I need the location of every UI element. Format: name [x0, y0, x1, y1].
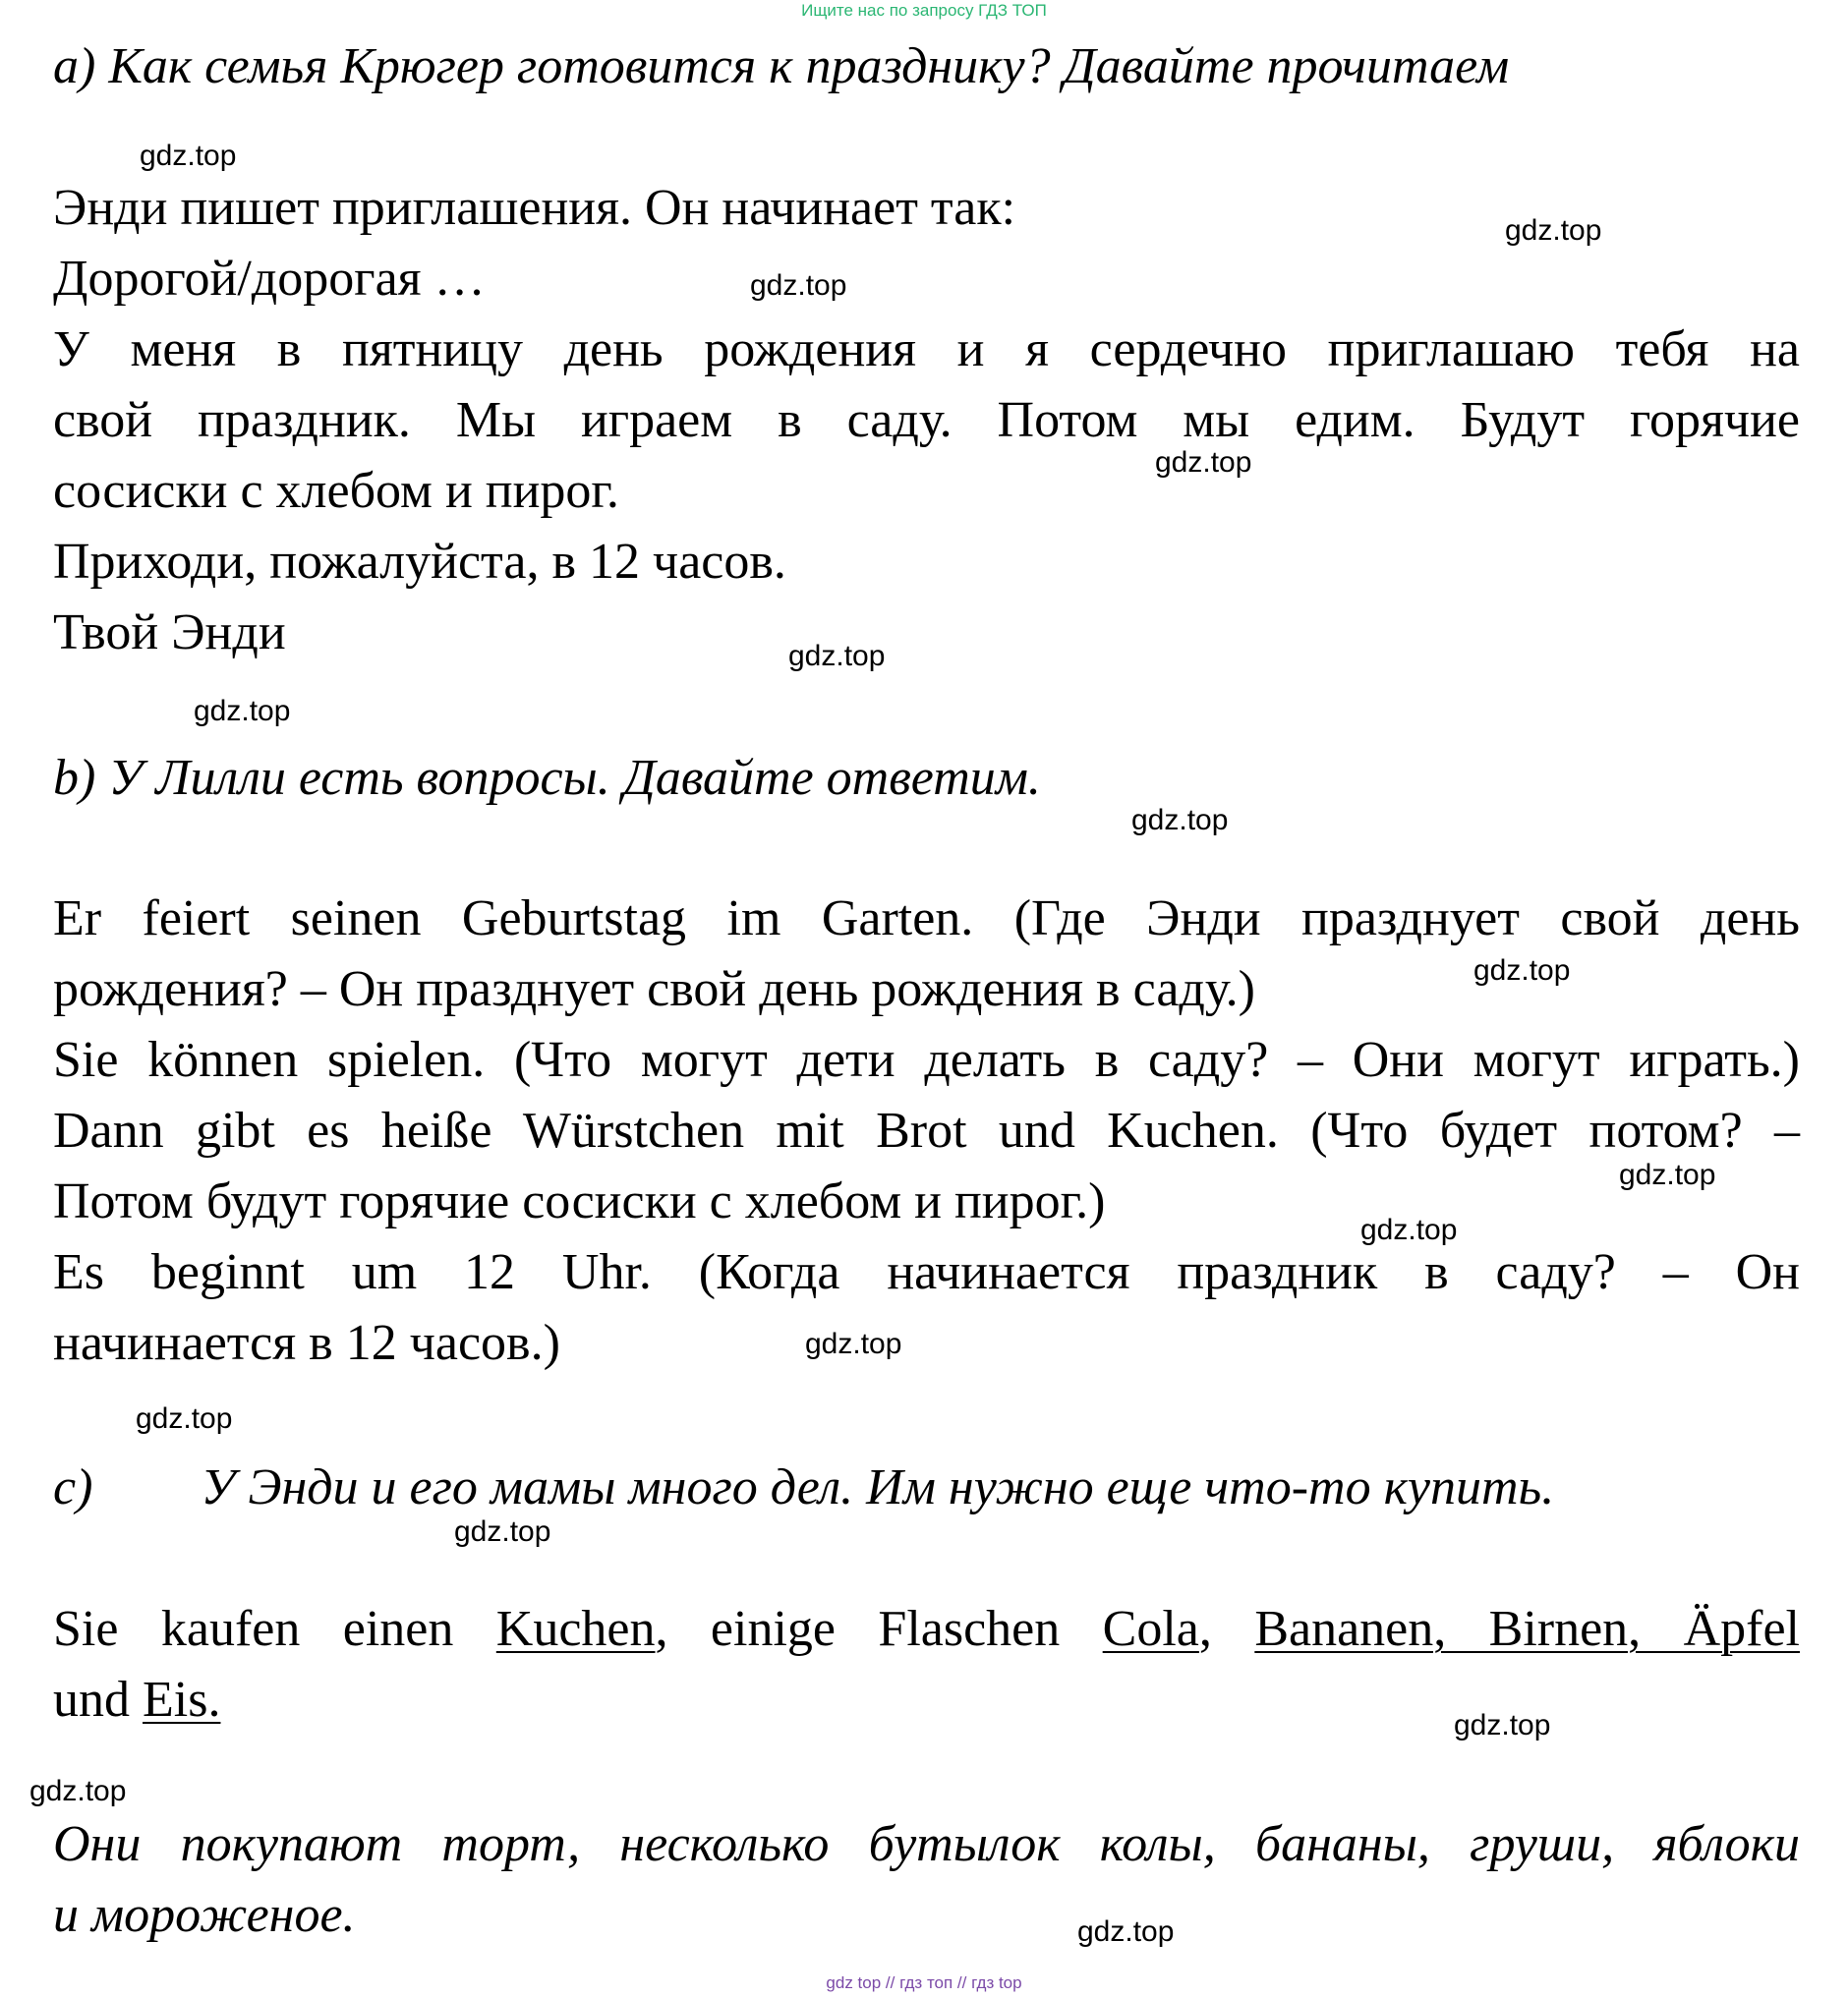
watermark: gdz.top	[1505, 214, 1602, 247]
answer-text: und	[53, 1672, 143, 1728]
bottom-banner: gdz top // гдз топ // гдз top	[826, 1973, 1022, 1992]
underlined-word: Eis.	[143, 1672, 221, 1728]
watermark: gdz.top	[454, 1515, 551, 1548]
section-c-heading-text: У Энди и его мамы много дел. Им нужно еще что-то купить.	[201, 1459, 1555, 1515]
text-line: начинается в 12 часов.)	[53, 1315, 560, 1371]
watermark: gdz.top	[29, 1775, 127, 1807]
text-line: рождения? – Он празднует свой день рождения в саду.)	[53, 961, 1255, 1017]
text-line: Приходи, пожалуйста, в 12 часов.	[53, 534, 786, 590]
text-line: Потом будут горячие сосиски с хлебом и пирог.)	[53, 1173, 1106, 1229]
watermark: gdz.top	[194, 695, 291, 727]
watermark: gdz.top	[1454, 1709, 1551, 1741]
text-line: Sie können spielen. (Что могут дети делать в саду? – Они могут играть.)	[53, 1032, 1800, 1088]
section-c-heading	[53, 1458, 1800, 1517]
answer-text: Sie kaufen einen	[53, 1601, 496, 1657]
watermark: gdz.top	[750, 269, 847, 302]
text-line: сосиски с хлебом и пирог.	[53, 463, 619, 519]
watermark: gdz.top	[136, 1402, 233, 1435]
underlined-word: Kuchen	[495, 1601, 656, 1657]
watermark: gdz.top	[1619, 1159, 1716, 1191]
text-line: Dann gibt es heiße Würstchen mit Brot und Kuchen. (Что будет потом? –	[53, 1103, 1800, 1159]
watermark: gdz.top	[1131, 804, 1229, 836]
text-line: Дорогой/дорогая …	[53, 251, 486, 307]
underlined-word: Bananen, Birnen, Äpfel	[1254, 1601, 1800, 1657]
watermark: gdz.top	[1077, 1915, 1175, 1948]
watermark: gdz.top	[140, 140, 237, 172]
answer-line-1	[53, 1600, 1800, 1659]
answer-text: , einige Flaschen	[655, 1601, 1103, 1657]
text-line: Er feiert seinen Geburtstag im Garten. (Где Энди празднует свой день	[53, 890, 1800, 946]
watermark: gdz.top	[788, 640, 886, 672]
section-b-heading: b) У Лилли есть вопросы. Давайте ответим.	[53, 750, 1041, 806]
text-line: Энди пишет приглашения. Он начинает так:	[53, 180, 1016, 236]
top-banner: Ищите нас по запросу ГДЗ ТОП	[801, 1, 1047, 20]
watermark: gdz.top	[805, 1328, 902, 1360]
watermark: gdz.top	[1360, 1214, 1458, 1246]
text-line: свой праздник. Мы играем в саду. Потом мы едим. Будут горячие	[53, 392, 1800, 448]
watermark: gdz.top	[1155, 446, 1252, 479]
section-a-heading: a) Как семья Крюгер готовится к празднику? Давайте прочитаем	[53, 38, 1510, 94]
text-line: Твой Энди	[53, 604, 286, 660]
text-line: У меня в пятницу день рождения и я сердечно приглашаю тебя на	[53, 321, 1800, 377]
watermark: gdz.top	[1473, 954, 1571, 987]
translation-line: Они покупают торт, несколько бутылок колы, бананы, груши, яблоки	[53, 1816, 1800, 1872]
section-c-label: c)	[53, 1459, 93, 1515]
answer-text: ,	[1198, 1601, 1255, 1657]
text-line: Es beginnt um 12 Uhr. (Когда начинается праздник в саду? – Он	[53, 1244, 1800, 1300]
translation-line: и мороженое.	[53, 1887, 356, 1943]
underlined-word: Cola	[1102, 1601, 1199, 1657]
